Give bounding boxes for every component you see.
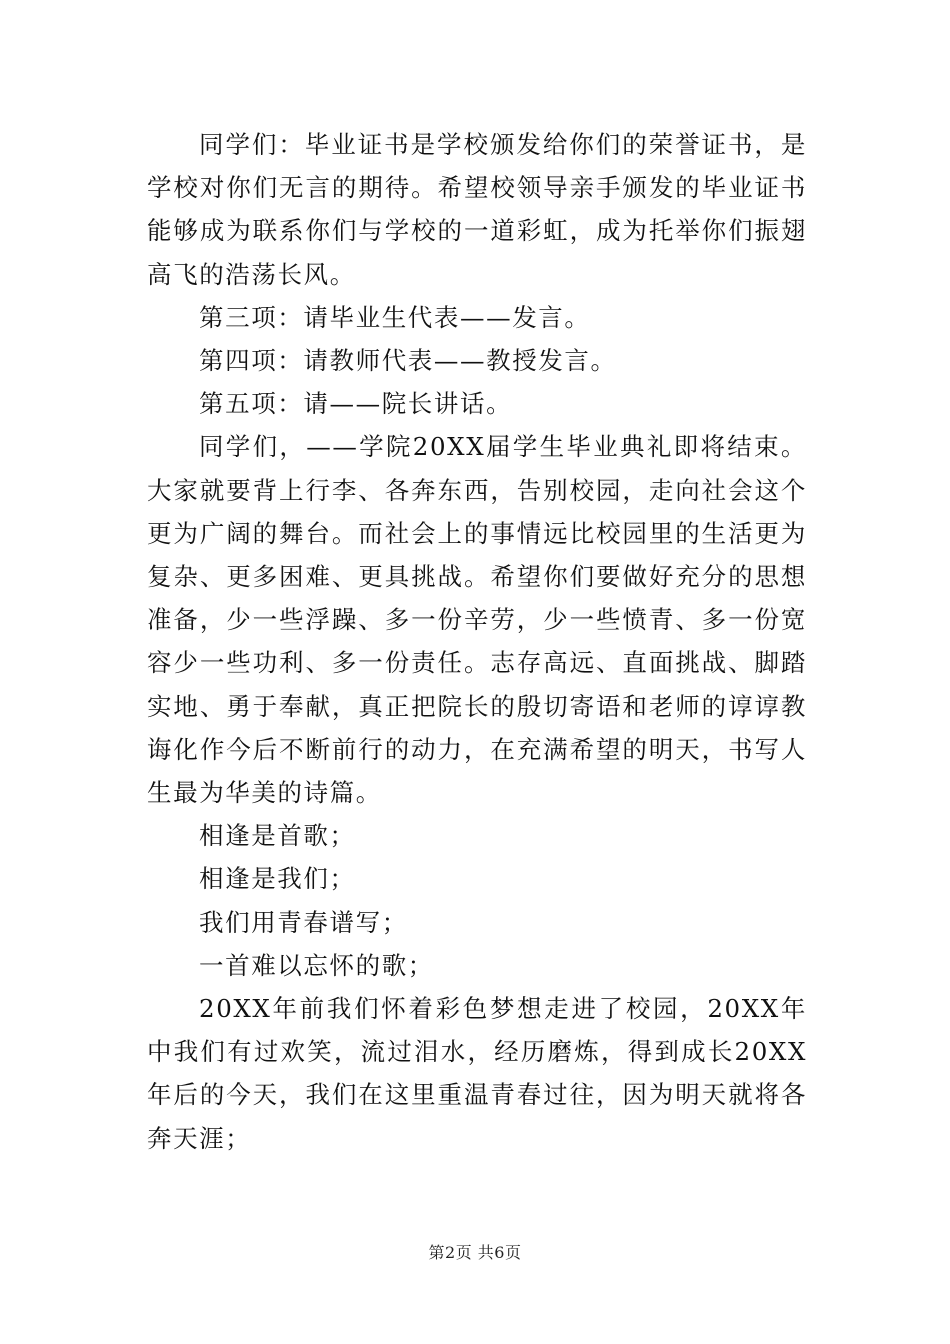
paragraph-twenty-years: 20XX年前我们怀着彩色梦想走进了校园，20XX年中我们有过欢笑，流过泪水，经历磨炼，得到成长20XX年后的今天，我们在这里重温青春过往，因为明天就将各奔天涯； xyxy=(147,994,807,1153)
poem-line-2: 相逢是我们； xyxy=(199,864,356,894)
paragraph-item-five: 第五项：请——院长讲话。 xyxy=(199,389,513,419)
poem-line-1: 相逢是首歌； xyxy=(199,821,356,851)
paragraph-item-three: 第三项：请毕业生代表——发言。 xyxy=(199,302,591,332)
paragraph-diploma-message: 同学们：毕业证书是学校颁发给你们的荣誉证书，是学校对你们无言的期待。希望校领导亲手颁发的毕业证书能够成为联系你们与学校的一道彩虹，成为托举你们振翅高飞的浩荡长风。 xyxy=(147,130,807,289)
poem-line-4: 一首难以忘怀的歌； xyxy=(199,950,434,980)
document-body xyxy=(147,123,807,1160)
paragraph-closing-remarks: 同学们，——学院20XX届学生毕业典礼即将结束。大家就要背上行李、各奔东西，告别校园，走向社会这个更为广阔的舞台。而社会上的事情远比校园里的生活更为复杂、更多困难、更具挑战。希望你们要做好充分的思想准备，少一些浮躁、多一份辛劳，少一些愤青、多一份宽容少一些功利、多一份责任。志存高远、直面挑战、脚踏实地、勇于奉献，真正把院长的殷切寄语和老师的谆谆教诲化作今后不断前行的动力，在充满希望的明天，书写人生最为华美的诗篇。 xyxy=(147,432,807,808)
paragraph-item-four: 第四项：请教师代表——教授发言。 xyxy=(199,346,617,376)
poem-line-3: 我们用青春谱写； xyxy=(199,907,408,937)
page-number-footer: 第2页 共6页 xyxy=(428,1243,522,1262)
